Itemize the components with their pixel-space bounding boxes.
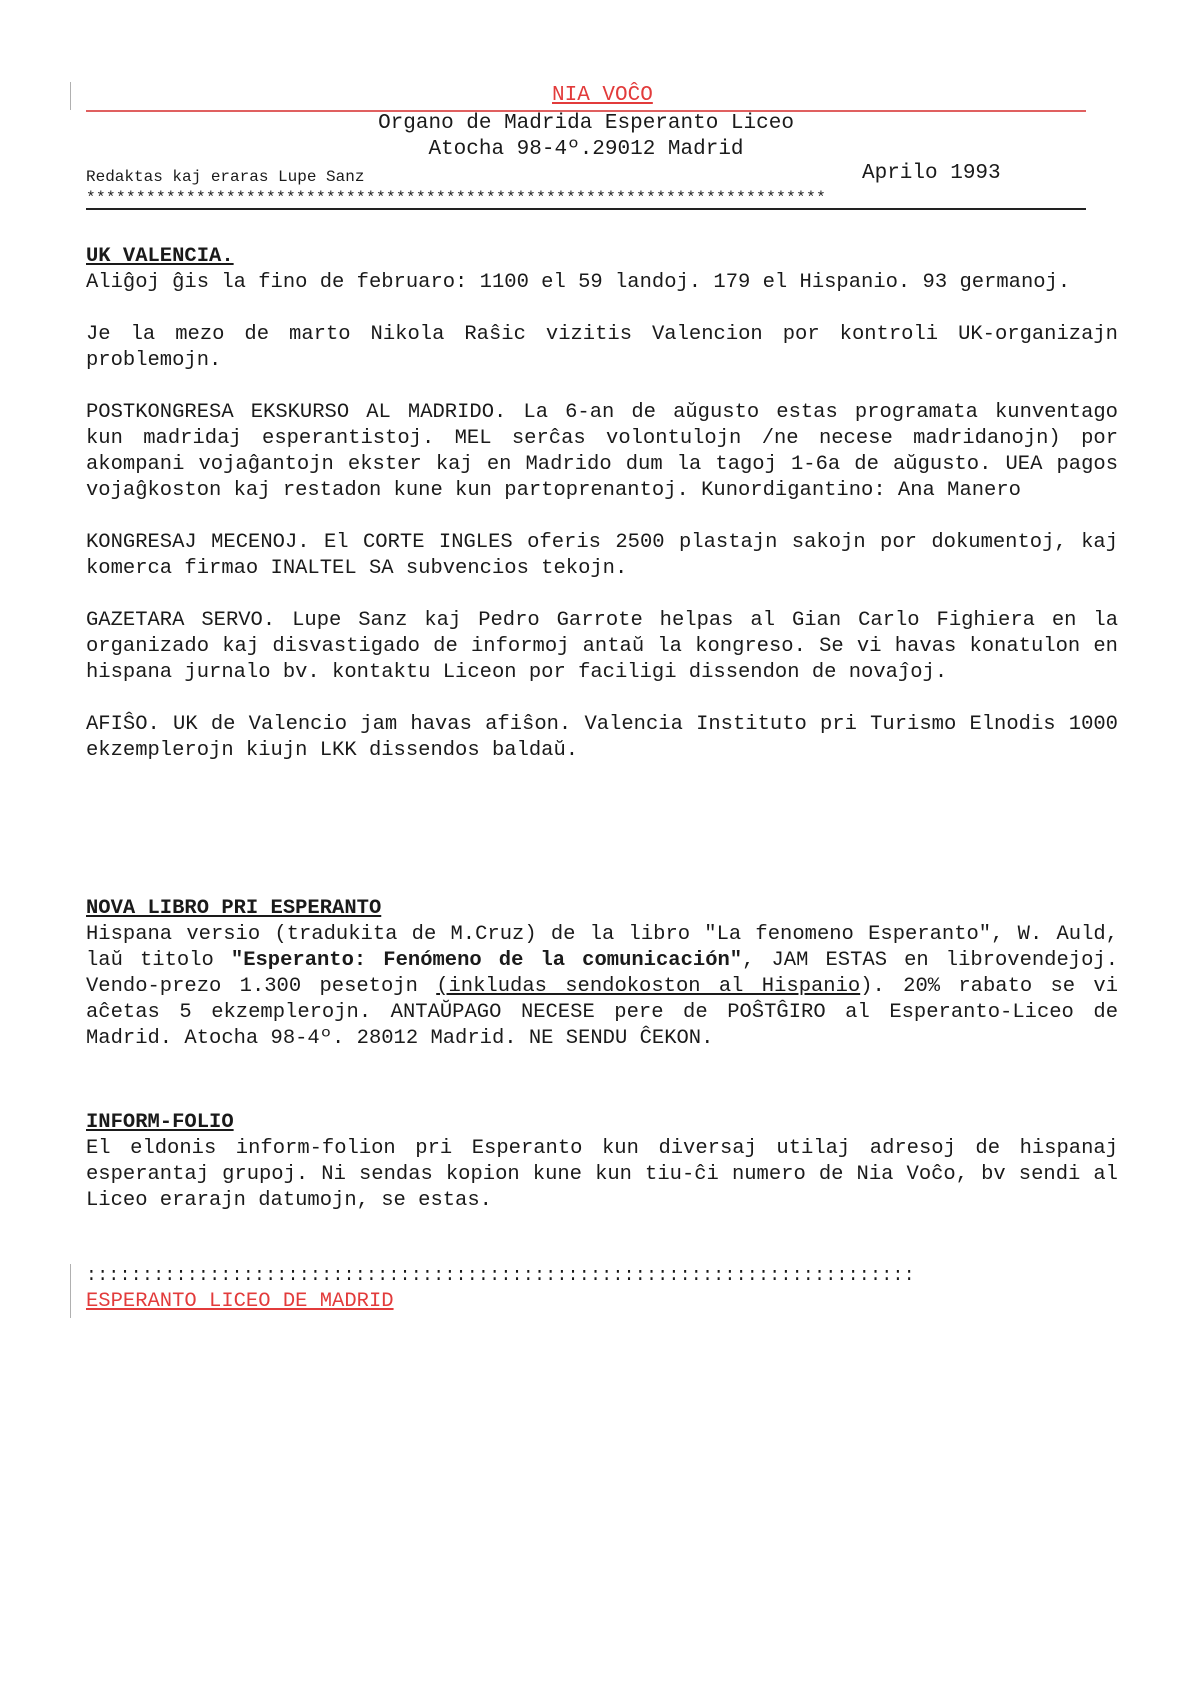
paragraph: KONGRESAJ MECENOJ. El CORTE INGLES oferis 2500 plastajn sakojn por dokumentoj, kaj komerca firmao INALTEL SA subvencios tekojn. — [86, 531, 1118, 580]
underlined-text: (inkludas sendokoston al Hispanio — [436, 975, 861, 998]
margin-bar-top — [70, 82, 71, 110]
paragraph — [86, 922, 1118, 1052]
section-heading: NOVA LIBRO PRI ESPERANTO — [86, 897, 382, 920]
paragraph: AFIŜO. UK de Valencio jam havas afiŝon. Valencia Instituto pri Turismo Elnodis 1000 ekzemplerojn kiujn LKK dissendos baldaŭ. — [86, 713, 1118, 762]
paragraph: Je la mezo de marto Nikola Raŝic vizitis Valencion por kontroli UK-organizajn problemojn. — [86, 323, 1118, 372]
section-heading: INFORM-FOLIO — [86, 1111, 234, 1134]
book-title: "Esperanto: Fenómeno de la comunicación" — [230, 949, 743, 972]
masthead-title-rule — [86, 84, 1086, 112]
masthead-address: Atocha 98-4º.29012 Madrid — [428, 138, 744, 161]
text-run: Hispana versio (tradukita de M.Cruz) de la libro "La fenomeno Esperanto", W. Auld, laŭ titolo — [86, 923, 1118, 972]
paragraph: El eldonis inform-folion pri Esperanto kun diversaj utilaj adresoj de hispanaj esperantaj grupoj. Ni sendas kopion kune kun tiu-ĉi numero de Nia Voĉo, bv sendi al Liceo erarajn datumojn, se estas. — [86, 1137, 1118, 1212]
paragraph: GAZETARA SERVO. Lupe Sanz kaj Pedro Garrote helpas al Gian Carlo Fighiera en la organizado kaj disvastigado de informoj antaŭ la kongreso. Se vi havas konatulon en hispana jurnalo bv. kontaktu Liceon por faciligi dissendon de novaĵoj. — [86, 609, 1118, 684]
masthead-date: Aprilo 1993 — [862, 162, 1001, 185]
paragraph: Aliĝoj ĝis la fino de februaro: 1100 el 59 landoj. 179 el Hispanio. 93 germanoj. — [86, 271, 1071, 294]
masthead-editor: Redaktas kaj eraras Lupe Sanz — [86, 168, 365, 186]
section-uk-valencia — [86, 244, 1118, 790]
section-nova-libro — [86, 896, 1118, 1078]
margin-bar-bottom — [70, 1264, 71, 1318]
text-run: , JAM ESTAS en librovendejoj. Vendo-prezo 1.300 pesetojn — [86, 949, 1118, 998]
masthead-subtitle: Organo de Madrida Esperanto Liceo — [378, 112, 794, 135]
section-inform-folio — [86, 1110, 1118, 1240]
footer-divider: :::::::::::::::::::::::::::::::::::::::::::::::::::::::::::::::::::::::::: — [86, 1266, 915, 1286]
masthead-star-divider: ************************************************************************** — [86, 188, 1086, 210]
footer — [86, 1266, 1086, 1313]
masthead-title: NIA VOĈO — [552, 84, 653, 107]
paragraph: POSTKONGRESA EKSKURSO AL MADRIDO. La 6-an de aŭgusto estas programata kunventago kun madridaj esperantistoj. MEL serĉas volontulojn /ne necese madridanojn) por akompani vojaĝantojn ekster kaj en Madrido dum la tagoj 1-6a de aŭgusto. UEA pagos vojaĝkoston kaj restadon kune kun partoprenantoj. Kunordigantino: Ana Manero — [86, 401, 1118, 502]
text-run: ). 20% rabato se vi aĉetas 5 ekzemplerojn. ANTAŬPAGO NECESE pere de POŜTĜIRO al Esperanto-Liceo de Madrid. Atocha 98-4º. 28012 Madrid. NE SENDU ĈEKON. — [86, 975, 1119, 1050]
section-heading: UK VALENCIA. — [86, 245, 234, 268]
footer-link[interactable]: ESPERANTO LICEO DE MADRID — [86, 1290, 394, 1313]
